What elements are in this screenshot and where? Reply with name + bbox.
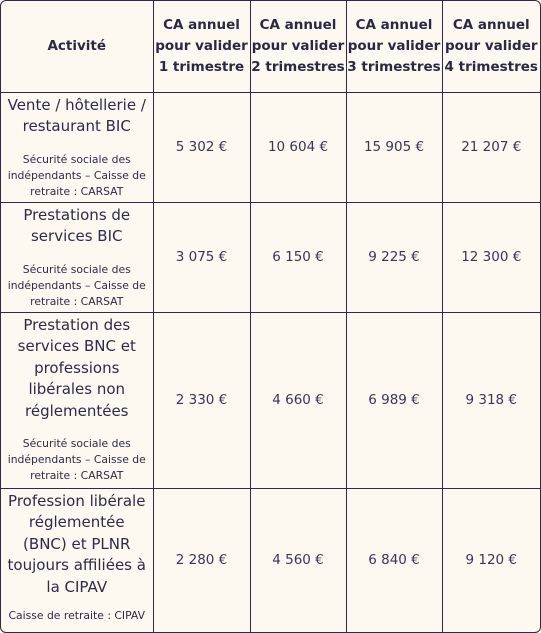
value-quarter-4: 9 120 €: [442, 488, 540, 632]
header-activity: Activité: [1, 1, 153, 92]
table-row: [1, 92, 540, 202]
header-row: [1, 1, 540, 92]
value-quarter-1: 5 302 €: [153, 92, 250, 202]
value-quarter-3: 6 989 €: [346, 312, 442, 488]
activity-organism: Sécurité sociale des indépendants – Caisse de retraite : CARSAT: [7, 152, 146, 198]
activity-name: Vente / hôtellerie / restaurant BIC: [7, 95, 146, 135]
table-row: [1, 488, 540, 632]
value-quarter-4: 9 318 €: [442, 312, 540, 488]
activity-cell: [1, 202, 153, 312]
activity-name: Prestation des services BNC et professions libérales non réglementées: [17, 315, 136, 420]
value-quarter-2: 10 604 €: [250, 92, 346, 202]
value-quarter-3: 6 840 €: [346, 488, 442, 632]
value-quarter-1: 3 075 €: [153, 202, 250, 312]
activity-cell: [1, 488, 153, 632]
value-quarter-3: 9 225 €: [346, 202, 442, 312]
value-quarter-2: 4 660 €: [250, 312, 346, 488]
value-quarter-2: 4 560 €: [250, 488, 346, 632]
value-quarter-4: 12 300 €: [442, 202, 540, 312]
header-quarter-4: CA annuel pour valider 4 trimestres: [442, 1, 540, 92]
table-row: [1, 312, 540, 488]
table-row: [1, 202, 540, 312]
activity-name: Prestations de services BIC: [23, 205, 131, 245]
value-quarter-4: 21 207 €: [442, 92, 540, 202]
value-quarter-2: 6 150 €: [250, 202, 346, 312]
value-quarter-1: 2 330 €: [153, 312, 250, 488]
activity-cell: [1, 312, 153, 488]
activity-organism: Caisse de retraite : CIPAV: [8, 609, 146, 622]
activity-name: Profession libérale réglementée (BNC) et PLNR toujours affiliées à la CIPAV: [7, 491, 146, 596]
activity-organism: Sécurité sociale des indépendants – Caisse de retraite : CARSAT: [7, 262, 146, 308]
header-quarter-1: CA annuel pour valider 1 trimestre: [153, 1, 250, 92]
header-quarter-3: CA annuel pour valider 3 trimestres: [346, 1, 442, 92]
value-quarter-3: 15 905 €: [346, 92, 442, 202]
activity-cell: [1, 92, 153, 202]
activity-organism: Sécurité sociale des indépendants – Caisse de retraite : CARSAT: [7, 437, 146, 482]
retirement-quarters-table: [1, 1, 540, 632]
value-quarter-1: 2 280 €: [153, 488, 250, 632]
header-quarter-2: CA annuel pour valider 2 trimestres: [250, 1, 346, 92]
